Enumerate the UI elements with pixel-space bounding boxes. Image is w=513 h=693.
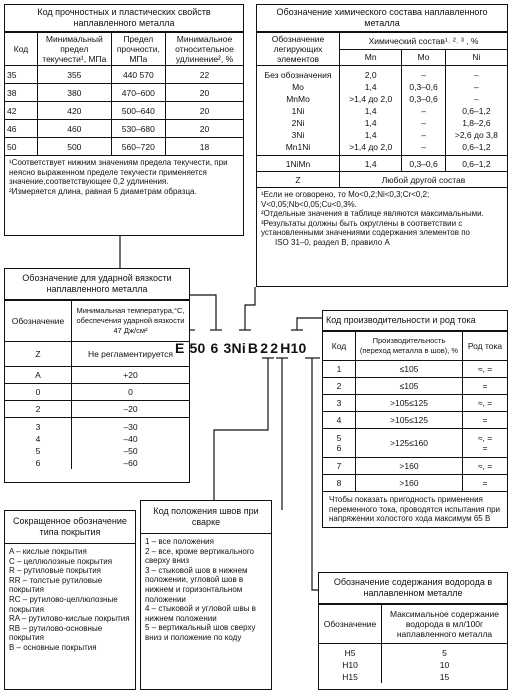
cell-code-5: 5	[336, 433, 342, 443]
list-item: B – основные покрытия	[9, 642, 97, 652]
list-item: C – целлюлозные покрытия	[9, 556, 113, 566]
table-row	[5, 433, 189, 445]
table-cell: 0,3–0,6	[402, 93, 445, 105]
chemical-note-1: ¹Если не оговорено, то Mo<0,2;Ni<0,3;Cr<0,2; V<0,05;Nb<0,05;Cu<0,3%.	[261, 190, 430, 209]
table-cell: 22	[166, 66, 244, 84]
mechanical-properties-box	[4, 4, 244, 236]
table-cell: 7	[323, 458, 356, 475]
productivity-note: Чтобы показать пригодность применения переменного тока, проводятся испытания при напряжении холостого хода максимум 65 В	[329, 495, 500, 524]
table-cell: –	[402, 66, 445, 82]
table-cell: =	[463, 475, 508, 492]
coating-list	[5, 544, 135, 656]
table-cell: 1Ni	[257, 105, 340, 117]
table-row	[5, 342, 189, 367]
table-cell: Не регламентируется	[72, 342, 190, 367]
table-row	[257, 172, 507, 188]
table-cell: 1,4	[340, 105, 402, 117]
table-cell: 10	[382, 659, 508, 671]
list-item: R – рутиловые покрытия	[9, 566, 101, 576]
code-part-position: 2	[260, 340, 269, 356]
table-cell: 3	[5, 418, 72, 434]
table-row	[257, 66, 507, 82]
table-row	[5, 84, 243, 102]
table-cell: 18	[166, 138, 244, 156]
code-part-strength: 50	[189, 340, 206, 356]
table-cell: –	[402, 117, 445, 129]
table-cell	[323, 429, 356, 458]
hydrogen-header-designation: Обозначение	[319, 605, 382, 644]
productivity-title: Код производительности и род тока	[323, 311, 507, 331]
table-cell: Mn1Ni	[257, 141, 340, 156]
table-cell: 0,6–1,2	[445, 105, 507, 117]
chem-header-elements: Обозначение легирующих элементов	[257, 33, 340, 66]
table-cell: 0,6–1,2	[445, 156, 507, 172]
table-cell: A	[5, 367, 72, 384]
table-row	[5, 102, 243, 120]
table-row	[257, 105, 507, 117]
table-row	[5, 457, 189, 469]
table-row	[323, 429, 507, 458]
list-item: RC – рутилово-целлюлозные покрытия	[9, 594, 118, 614]
list-item: 4 – стыковой и угловой швы в нижнем положении	[145, 604, 256, 623]
table-cell: 1NiMn	[257, 156, 340, 172]
impact-header-designation: Обозначение	[5, 301, 72, 342]
table-row	[257, 117, 507, 129]
table-cell: Без обозначения	[257, 66, 340, 82]
table-row	[323, 361, 507, 378]
table-cell: 0,3–0,6	[402, 156, 445, 172]
table-row	[319, 671, 507, 683]
coating-type-box	[4, 510, 136, 690]
table-cell: 500	[38, 138, 112, 156]
table-cell: 470–600	[111, 84, 165, 102]
table-cell: 1,4	[340, 117, 402, 129]
table-cell: 1,4	[340, 156, 402, 172]
table-cell: >125≤160	[356, 429, 463, 458]
table-cell: +20	[72, 367, 190, 384]
chemical-table	[257, 32, 507, 188]
table-cell: –40	[72, 433, 190, 445]
table-cell: –60	[72, 457, 190, 469]
table-cell: 5	[5, 445, 72, 457]
table-row	[257, 156, 507, 172]
table-cell: 420	[38, 102, 112, 120]
impact-header-temperature: Минимальная температура,°С, обеспечения ударной вязкости 47 Дж/см²	[72, 301, 190, 342]
table-row	[257, 141, 507, 156]
table-row	[5, 445, 189, 457]
table-cell: 42	[5, 102, 38, 120]
position-list	[141, 534, 271, 646]
chemical-notes	[257, 188, 507, 250]
table-cell: 2,0	[340, 66, 402, 82]
hydrogen-table	[319, 604, 507, 683]
table-row	[257, 81, 507, 93]
cell-current-5: ≈, =	[477, 433, 493, 443]
prod-header-productivity: Производительность (переход металла в шов), %	[356, 332, 463, 361]
table-cell: 4	[323, 412, 356, 429]
table-cell: Z	[5, 342, 72, 367]
list-item: A – кислые покрытия	[9, 547, 87, 556]
productivity-table	[323, 331, 507, 492]
table-row	[5, 401, 189, 418]
table-cell: Z	[257, 172, 340, 188]
impact-table	[5, 300, 189, 469]
prod-header-code: Код	[323, 332, 356, 361]
hydrogen-title: Обозначение содержания водорода в наплавленном металле	[319, 573, 507, 604]
table-cell: 20	[166, 102, 244, 120]
table-cell: ≤105	[356, 378, 463, 395]
table-cell: –	[445, 93, 507, 105]
table-cell: 20	[166, 120, 244, 138]
table-cell: 1,4	[340, 129, 402, 141]
chemical-composition-box	[256, 4, 508, 287]
code-part-chemical: 3Ni	[223, 340, 246, 356]
table-cell: 355	[38, 66, 112, 84]
table-cell: H10	[319, 659, 382, 671]
prod-header-current: Род тока	[463, 332, 508, 361]
table-cell: –	[402, 129, 445, 141]
chem-header-ni: Ni	[445, 49, 507, 66]
hydrogen-box	[318, 572, 508, 690]
table-cell: >2,6 до 3,8	[445, 129, 507, 141]
list-item: 5 – вертикальный шов сверху вниз и положение по коду	[145, 623, 256, 642]
chemical-note-3: ³Результаты должны быть округлены в соответствии с установленными значениями содержания элементов по	[261, 218, 470, 238]
mechanical-title: Код прочностных и пластических свойств наплавленного металла	[5, 5, 243, 32]
table-cell: 1	[323, 361, 356, 378]
mech-header-strength: Предел прочности, МПа	[111, 33, 165, 66]
table-row	[5, 384, 189, 401]
table-cell: 20	[166, 84, 244, 102]
list-item: 2 – все, кроме вертикального сверху вниз	[145, 546, 255, 566]
mechanical-notes	[5, 156, 243, 198]
table-cell: –	[402, 105, 445, 117]
table-cell: 0,3–0,6	[402, 81, 445, 93]
table-cell: 15	[382, 671, 508, 683]
table-row	[5, 367, 189, 384]
table-cell: 500–640	[111, 102, 165, 120]
list-item: RR – толстые рутиловые покрытия	[9, 575, 103, 595]
table-cell: 1,4	[340, 81, 402, 93]
code-part-e: E	[175, 340, 185, 356]
mech-header-elongation: Минимальное относительное удлинение², %	[166, 33, 244, 66]
table-row	[5, 120, 243, 138]
table-cell: 4	[5, 433, 72, 445]
table-cell: =	[463, 412, 508, 429]
table-cell: –30	[72, 418, 190, 434]
table-row	[5, 418, 189, 434]
table-cell: –	[445, 66, 507, 82]
chemical-title: Обозначение химического состава наплавленного металла	[257, 5, 507, 32]
productivity-box	[322, 310, 508, 528]
code-part-coating: B	[247, 340, 259, 356]
electrode-code	[175, 340, 325, 356]
code-part-impact: 6	[210, 340, 219, 356]
mechanical-note-1: ¹Соответствует нижним значениям предела текучести, при неясно выраженном пределе текучести применяется значение,соответствующее 0,2 удлинения.	[9, 158, 228, 187]
table-cell: >105≤125	[356, 412, 463, 429]
coating-title: Сокращенное обозначение типа покрытия	[5, 511, 135, 544]
table-row	[323, 378, 507, 395]
table-cell: –	[402, 141, 445, 156]
table-cell: >105≤125	[356, 395, 463, 412]
mechanical-table	[5, 32, 243, 156]
table-cell: H5	[319, 644, 382, 660]
list-item: 3 – стыковой шов в нижнем положении, угловой шов в нижнем и горизонтальном положении	[145, 565, 248, 604]
table-cell: 35	[5, 66, 38, 84]
chemical-note-2: ²Отдельные значения в таблице являются максимальными.	[261, 209, 484, 219]
table-cell: =	[463, 378, 508, 395]
table-cell: H15	[319, 671, 382, 683]
code-part-productivity: 2	[270, 340, 279, 356]
table-cell: ≈, =	[463, 458, 508, 475]
list-item: 1 – все положения	[145, 537, 214, 546]
table-row	[323, 412, 507, 429]
chem-header-mn: Mn	[340, 49, 402, 66]
table-row	[319, 644, 507, 660]
table-row	[319, 659, 507, 671]
table-cell: 8	[323, 475, 356, 492]
chem-header-group: Химический состав¹˒ ²˒ ³ , %	[340, 33, 508, 50]
table-cell: ≤105	[356, 361, 463, 378]
table-cell: 0	[72, 384, 190, 401]
table-cell: 5	[382, 644, 508, 660]
impact-title: Обозначение для ударной вязкости наплавленного металла	[5, 269, 189, 300]
table-cell: 2Ni	[257, 117, 340, 129]
table-cell: –	[445, 81, 507, 93]
table-cell: 440 570	[111, 66, 165, 84]
table-cell: 3	[323, 395, 356, 412]
position-title: Код положения швов при сварке	[141, 501, 271, 534]
cell-code-6: 6	[336, 443, 342, 453]
table-row	[323, 475, 507, 492]
mech-header-code: Код	[5, 33, 38, 66]
mech-header-yield: Минимальный предел текучести¹, МПа	[38, 33, 112, 66]
table-cell: Любой другой состав	[340, 172, 508, 188]
table-cell: 380	[38, 84, 112, 102]
table-cell: 46	[5, 120, 38, 138]
table-cell: >160	[356, 458, 463, 475]
chem-header-mo: Mo	[402, 49, 445, 66]
table-cell: >160	[356, 475, 463, 492]
table-row	[323, 395, 507, 412]
table-cell: 3Ni	[257, 129, 340, 141]
table-row	[323, 458, 507, 475]
list-item: RA – рутилово-кислые покрытия	[9, 614, 130, 624]
code-part-hydrogen: H10	[280, 340, 307, 356]
table-cell: 560–720	[111, 138, 165, 156]
list-item: RB – рутилово-основные покрытия	[9, 623, 103, 643]
table-cell: 460	[38, 120, 112, 138]
chemical-note-4: ISO 31–0, раздел В, правило А	[275, 237, 390, 247]
impact-toughness-box	[4, 268, 190, 483]
table-row	[257, 93, 507, 105]
hydrogen-header-content: Максимальное содержание водорода в мл/100г наплавленного металла	[382, 605, 508, 644]
table-row	[5, 138, 243, 156]
table-row	[5, 66, 243, 84]
table-cell: MnMo	[257, 93, 340, 105]
table-cell: 2	[5, 401, 72, 418]
table-cell: ≈, =	[463, 361, 508, 378]
table-cell: 2	[323, 378, 356, 395]
table-cell: 530–680	[111, 120, 165, 138]
welding-position-box	[140, 500, 272, 690]
table-cell: 1,8–2,6	[445, 117, 507, 129]
table-cell: Mo	[257, 81, 340, 93]
table-cell: 38	[5, 84, 38, 102]
table-cell: >1,4 до 2,0	[340, 141, 402, 156]
table-cell: –50	[72, 445, 190, 457]
table-cell: –20	[72, 401, 190, 418]
table-cell: 0	[5, 384, 72, 401]
table-cell: ≈, =	[463, 395, 508, 412]
table-cell: >1,4 до 2,0	[340, 93, 402, 105]
table-cell: 50	[5, 138, 38, 156]
table-cell	[463, 429, 508, 458]
table-cell: 6	[5, 457, 72, 469]
table-row	[257, 129, 507, 141]
mechanical-note-2: ²Измеряется длина, равная 5 диаметрам образца.	[9, 186, 197, 196]
table-cell: 0,6–1,2	[445, 141, 507, 156]
cell-current-6: =	[482, 443, 488, 453]
